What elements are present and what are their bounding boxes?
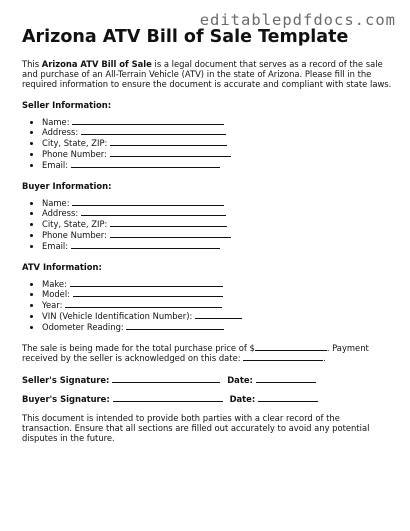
atv-vin-blank[interactable]: [195, 311, 242, 319]
atv-model-blank[interactable]: [73, 289, 223, 297]
buyer-address-blank[interactable]: [81, 208, 226, 216]
field-label: Year:: [42, 300, 63, 311]
intro-paragraph: [22, 59, 392, 90]
document-title: Arizona ATV Bill of Sale Template: [22, 27, 349, 47]
seller-address-blank[interactable]: [81, 127, 226, 135]
atv-model-field: [42, 289, 392, 300]
buyer-heading: Buyer Information:: [22, 180, 112, 191]
seller-name-field: [42, 117, 392, 128]
field-label: Phone Number:: [42, 229, 107, 240]
buyer-phone-blank[interactable]: [110, 230, 231, 238]
seller-signature-blank[interactable]: [112, 375, 220, 383]
buyer-signature-label: Buyer's Signature:: [22, 393, 110, 404]
price-paragraph: [22, 343, 392, 363]
field-label: Name:: [42, 116, 70, 127]
field-label: City, State, ZIP:: [42, 219, 108, 230]
atv-vin-field: [42, 311, 392, 322]
document-page: [22, 27, 392, 444]
payment-date-blank[interactable]: [243, 353, 323, 361]
field-label: VIN (Vehicle Identification Number):: [42, 310, 193, 321]
atv-make-field: [42, 279, 392, 290]
atv-odometer-blank[interactable]: [126, 322, 224, 330]
seller-email-blank[interactable]: [71, 160, 220, 168]
buyer-address-field: [42, 208, 392, 219]
atv-heading: ATV Information:: [22, 261, 102, 272]
field-label: Address:: [42, 127, 79, 138]
buyer-city-blank[interactable]: [110, 219, 227, 227]
seller-email-field: [42, 160, 392, 171]
seller-signature-label: Seller's Signature:: [22, 374, 110, 385]
seller-name-blank[interactable]: [72, 117, 224, 125]
buyer-signature-blank[interactable]: [113, 394, 223, 402]
field-label: Odometer Reading:: [42, 321, 124, 332]
closing-paragraph: This document is intended to provide both parties with a clear record of the transaction. Ensure that all sections are filled out accurately to avoid any potential disputes in the future.: [22, 412, 370, 444]
seller-city-blank[interactable]: [110, 138, 227, 146]
seller-date-blank[interactable]: [256, 375, 316, 383]
buyer-field-list: [22, 198, 392, 252]
atv-make-blank[interactable]: [70, 279, 223, 287]
field-label: City, State, ZIP:: [42, 138, 108, 149]
buyer-date-label: Date:: [229, 393, 256, 404]
seller-address-field: [42, 127, 392, 138]
price-text-before: The sale is being made for the total purchase price of $: [22, 342, 255, 353]
seller-heading: Seller Information:: [22, 99, 112, 110]
buyer-city-field: [42, 219, 392, 230]
seller-phone-field: [42, 149, 392, 160]
field-label: Name:: [42, 197, 70, 208]
seller-phone-blank[interactable]: [110, 149, 231, 157]
field-label: Email:: [42, 159, 69, 170]
buyer-email-field: [42, 241, 392, 252]
field-label: Address:: [42, 208, 79, 219]
watermark: editablepdfdocs.com: [199, 11, 396, 29]
price-blank[interactable]: [255, 343, 327, 351]
atv-year-field: [42, 300, 392, 311]
buyer-email-blank[interactable]: [71, 241, 220, 249]
field-label: Model:: [42, 289, 70, 300]
atv-year-blank[interactable]: [65, 300, 222, 308]
intro-prefix: This: [22, 59, 42, 69]
price-text-after: .: [323, 352, 326, 363]
intro-bold: Arizona ATV Bill of Sale: [41, 59, 152, 69]
field-label: Email:: [42, 240, 69, 251]
price-text-middle: . Payment received by the seller is acknowledged on this date:: [22, 342, 369, 363]
field-label: Make:: [42, 278, 67, 289]
buyer-name-blank[interactable]: [72, 198, 224, 206]
atv-odometer-field: [42, 322, 392, 333]
buyer-signature-line: [22, 394, 392, 404]
seller-signature-line: [22, 375, 392, 385]
seller-city-field: [42, 138, 392, 149]
seller-field-list: [22, 117, 392, 171]
seller-date-label: Date:: [227, 374, 253, 385]
field-label: Phone Number:: [42, 149, 107, 159]
buyer-phone-field: [42, 230, 392, 241]
intro-suffix: is a legal document that serves as a record of the sale and purchase of an All-Terrain Vehicle (ATV) in the state of Arizona. Please fill in the required information to ensure the document is accurate and compliant with state laws.: [22, 59, 392, 90]
atv-field-list: [22, 279, 392, 333]
buyer-date-blank[interactable]: [258, 394, 318, 402]
buyer-name-field: [42, 198, 392, 209]
